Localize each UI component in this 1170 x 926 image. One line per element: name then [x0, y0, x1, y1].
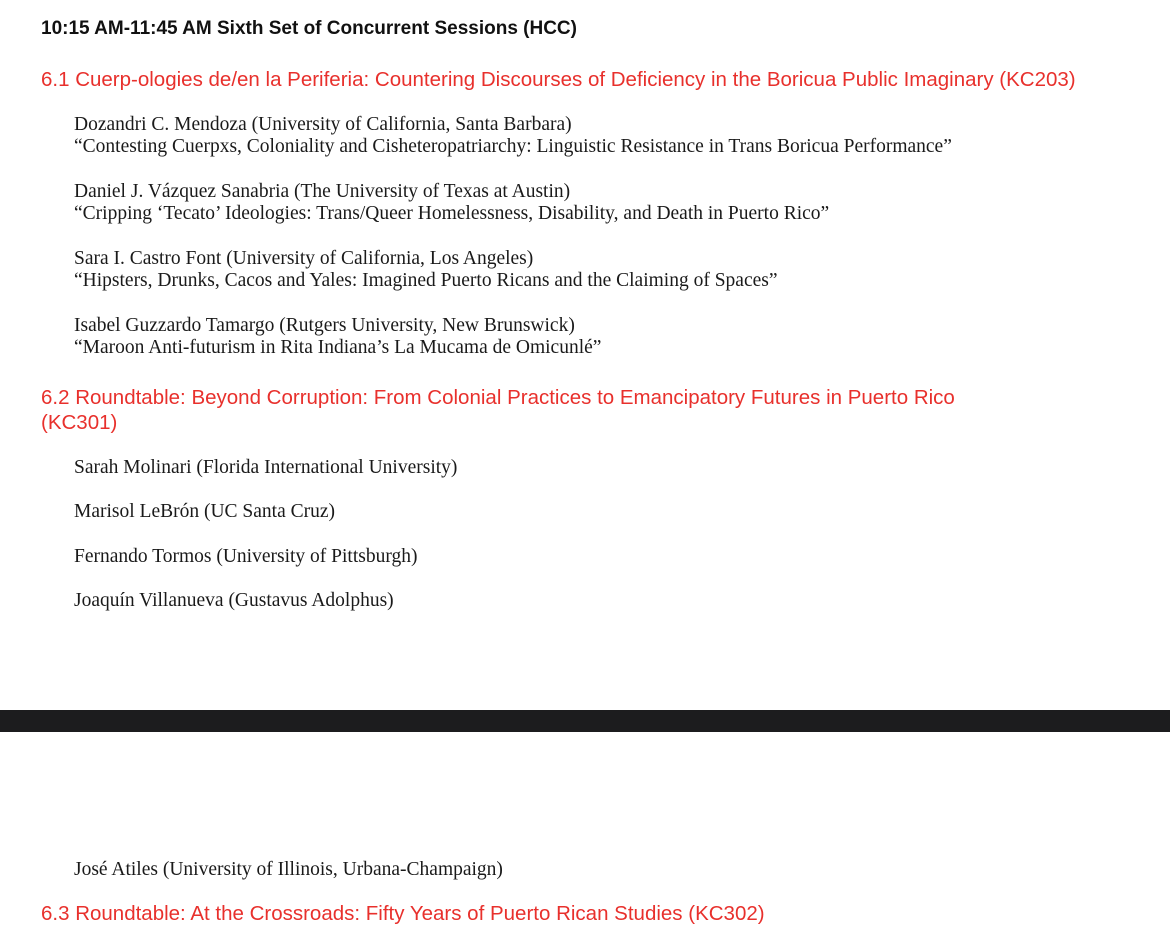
- paper-title: “Cripping ‘Tecato’ Ideologies: Trans/Queer Homelessness, Disability, and Death in Puerto Rico”: [74, 203, 830, 224]
- presenter-entry: [74, 315, 601, 359]
- roundtable-participant: Joaquín Villanueva (Gustavus Adolphus): [74, 590, 394, 611]
- program-page-bottom: [0, 732, 1170, 912]
- presenter-entry: [74, 114, 952, 158]
- panel-6-2-title-line2: (KC301): [41, 411, 118, 434]
- presenter-name: Isabel Guzzardo Tamargo (Rutgers University, New Brunswick): [74, 315, 575, 336]
- page-divider-bar: [0, 710, 1170, 732]
- presenter-name: Dozandri C. Mendoza (University of California, Santa Barbara): [74, 114, 572, 135]
- roundtable-participant: Marisol LeBrón (UC Santa Cruz): [74, 501, 336, 522]
- paper-title: “Contesting Cuerpxs, Coloniality and Cisheteropatriarchy: Linguistic Resistance in Trans Boricua Performance”: [74, 136, 952, 157]
- presenter-entry: [74, 248, 778, 292]
- presenter-entry: [74, 181, 829, 225]
- paper-title: “Maroon Anti-futurism in Rita Indiana’s La Mucama de Omicunlé”: [74, 337, 602, 358]
- roundtable-participant: Sarah Molinari (Florida International University): [74, 457, 458, 478]
- panel-6-2-title-line1: 6.2 Roundtable: Beyond Corruption: From Colonial Practices to Emancipatory Futures in Puerto Rico: [41, 386, 955, 409]
- roundtable-participant: José Atiles (University of Illinois, Urbana-Champaign): [74, 859, 503, 880]
- panel-6-1-title: 6.1 Cuerp-ologies de/en la Periferia: Countering Discourses of Deficiency in the Boricua Public Imaginary (KC203): [41, 68, 1076, 91]
- presenter-name: Sara I. Castro Font (University of California, Los Angeles): [74, 248, 534, 269]
- panel-6-2-title: [41, 385, 955, 435]
- panel-6-3-title-partial: 6.3 Roundtable: At the Crossroads: Fifty Years of Puerto Rican Studies (KC302): [41, 902, 765, 925]
- session-header: 10:15 AM-11:45 AM Sixth Set of Concurrent Sessions (HCC): [41, 18, 577, 39]
- presenter-name: Daniel J. Vázquez Sanabria (The University of Texas at Austin): [74, 181, 571, 202]
- paper-title: “Hipsters, Drunks, Cacos and Yales: Imagined Puerto Ricans and the Claiming of Spaces”: [74, 270, 778, 291]
- roundtable-participant: Fernando Tormos (University of Pittsburgh): [74, 546, 418, 567]
